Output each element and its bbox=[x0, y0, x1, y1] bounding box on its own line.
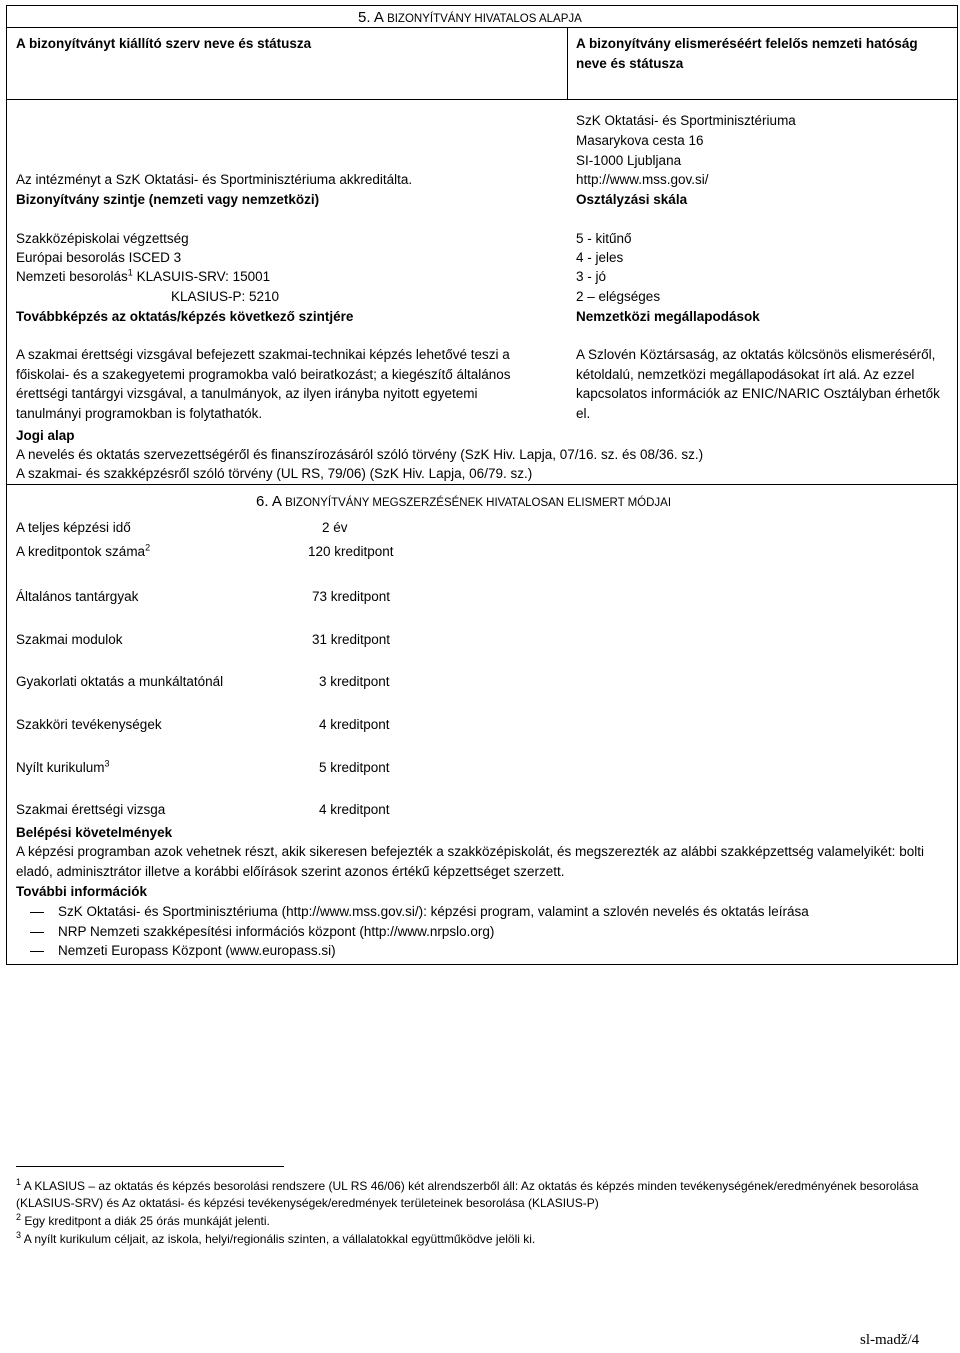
legal-basis-line-2: A szakmai- és szakképzésről szóló törvény (UL RS, 79/06) (SzK Hiv. Lapja, 06/79. sz.) bbox=[16, 466, 533, 481]
accreditation-note: Az intézményt a SzK Oktatási- és Sportminisztériuma akkreditálta. bbox=[16, 172, 413, 187]
credit-row-label: Nyílt kurikulum$^3$ bbox=[16, 758, 110, 775]
info-item[interactable]: NRP Nemzeti szakképesítési információs központ (http://www.nrpslo.org) bbox=[30, 922, 494, 942]
authority-city: SI-1000 Ljubljana bbox=[576, 153, 682, 168]
credit-row-value: 5 kreditpont bbox=[319, 760, 390, 775]
grade-2: 2 – elégséges bbox=[576, 289, 661, 304]
level-line-2: Európai besorolás ISCED 3 bbox=[16, 250, 182, 265]
level-header: Bizonyítvány szintje (nemzeti vagy nemzetközi) bbox=[16, 192, 320, 207]
dash-bullet-icon bbox=[30, 951, 44, 952]
info-item[interactable]: Nemzeti Europass Központ (www.europass.si) bbox=[30, 941, 336, 961]
authority-street: Masarykova cesta 16 bbox=[576, 133, 704, 148]
dash-bullet-icon bbox=[30, 932, 44, 933]
grading-scale-header: Osztályzási skála bbox=[576, 192, 688, 207]
authority-name: SzK Oktatási- és Sportminisztériuma bbox=[576, 113, 796, 128]
legal-basis-line-1: A nevelés és oktatás szervezettségéről és finanszírozásáról szóló törvény (SzK Hiv. Lapja, 07/16. sz. és 08/36. sz.) bbox=[16, 447, 704, 462]
credit-row-value: 4 kreditpont bbox=[319, 802, 390, 817]
page-number: sl-madž/4 bbox=[860, 1332, 920, 1348]
column-divider bbox=[567, 27, 568, 99]
credit-row-value: 31 kreditpont bbox=[312, 632, 391, 647]
credits-label: A kreditpontok száma$^2$ bbox=[16, 542, 151, 559]
further-study-text: A szakmai érettségi vizsgával befejezett szakmai-technikai képzés lehetővé teszi a főiskolai- és a szakegyetemi programokba való beiratkozást; a kiegészítő általános érettségi tantárgyi vizsgával, a tanulmányok, az ilyen irányba nyitott egyetemi tanulmányi programokban is folytathatók. bbox=[16, 347, 511, 421]
further-info-header: További információk bbox=[16, 884, 148, 899]
authority-website-link[interactable]: http://www.mss.gov.si/ bbox=[576, 172, 709, 187]
info-item[interactable]: SzK Oktatási- és Sportminisztériuma (http://www.mss.gov.si/): képzési program, valamint a szlovén nevelés és oktatás leírása bbox=[30, 902, 809, 922]
document-frame bbox=[6, 5, 958, 965]
further-study-header: Továbbképzés az oktatás/képzés következő szintjére bbox=[16, 309, 354, 324]
entry-requirements-header: Belépési követelmények bbox=[16, 825, 173, 840]
credit-row-value: 73 kreditpont bbox=[312, 589, 391, 604]
credit-row-label: Gyakorlati oktatás a munkáltatónál bbox=[16, 674, 224, 689]
footnote-1: $^1$ A KLASIUS – az oktatás és képzés besorolási rendszere (UL RS 46/06) két alrendszerből áll: Az oktatás és képzés minden tevékenységének/eredményének besorolása (KLASIUS-SRV) és Az oktatási- és képzési tevékenységek/eredmények területeinek besorolása (KLASIUS-P) bbox=[16, 1177, 919, 1211]
authority-header: A bizonyítvány elismeréséért felelős nemzeti hatóság neve és státusza bbox=[576, 36, 918, 71]
footnote-separator bbox=[16, 1166, 284, 1167]
footnote-3: $^3$ A nyílt kurikulum céljait, az iskola, helyi/regionális szinten, a vállalatokkal együttműködve jelöli ki. bbox=[16, 1230, 536, 1246]
credit-row-label: Szakmai modulok bbox=[16, 632, 123, 647]
credit-row-label: Szakköri tevékenységek bbox=[16, 717, 162, 732]
duration-label: A teljes képzési idő bbox=[16, 520, 131, 535]
credit-row-value: 4 kreditpont bbox=[319, 717, 390, 732]
section-divider bbox=[6, 484, 958, 485]
duration-value: 2 év bbox=[322, 520, 348, 535]
dash-bullet-icon bbox=[30, 912, 44, 913]
klasius-p: KLASIUS-P: 5210 bbox=[171, 289, 280, 304]
header-divider bbox=[6, 99, 958, 100]
legal-basis-header: Jogi alap bbox=[16, 428, 75, 443]
entry-requirements-text: A képzési programban azok vehetnek részt, akik sikeresen befejezték a szakközépiskolát, és megszerezték az alábbi szakképzettség valamelyikét: bolti eladó, adminisztrátor illetve a korábbi előírások szerint azonos értékű képzettséget szerzett. bbox=[16, 844, 924, 879]
credit-row-value: 3 kreditpont bbox=[319, 674, 390, 689]
level-line-1: Szakközépiskolai végzettség bbox=[16, 231, 189, 246]
international-agreements-header: Nemzetközi megállapodások bbox=[576, 309, 760, 324]
international-agreements-text: A Szlovén Köztársaság, az oktatás kölcsönös elismeréséről, kétoldalú, nemzetközi megállapodásokat írt alá. Az ezzel kapcsolatos információk az ENIC/NARIC Osztályban érhetők el. bbox=[576, 347, 940, 421]
credit-row-label: Általános tantárgyak bbox=[16, 589, 139, 604]
issuer-header: A bizonyítványt kiállító szerv neve és státusza bbox=[16, 36, 312, 51]
footnote-2: $^2$ Egy kreditpont a diák 25 órás munkáját jelenti. bbox=[16, 1212, 270, 1228]
grade-3: 3 - jó bbox=[576, 269, 607, 284]
credits-value: 120 kreditpont bbox=[308, 544, 394, 559]
national-classification: Nemzeti besorolás$^1$ KLASUIS-SRV: 15001 bbox=[16, 267, 271, 284]
section5-title: 5. A BIZONYÍTVÁNY HIVATALOS ALAPJA bbox=[358, 9, 582, 26]
title-divider bbox=[6, 27, 958, 28]
grade-4: 4 - jeles bbox=[576, 250, 624, 265]
section6-title: 6. A BIZONYÍTVÁNY MEGSZERZÉSÉNEK HIVATALOSAN ELISMERT MÓDJAI bbox=[256, 493, 672, 510]
grade-5: 5 - kitűnő bbox=[576, 231, 632, 246]
credit-row-label: Szakmai érettségi vizsga bbox=[16, 802, 166, 817]
